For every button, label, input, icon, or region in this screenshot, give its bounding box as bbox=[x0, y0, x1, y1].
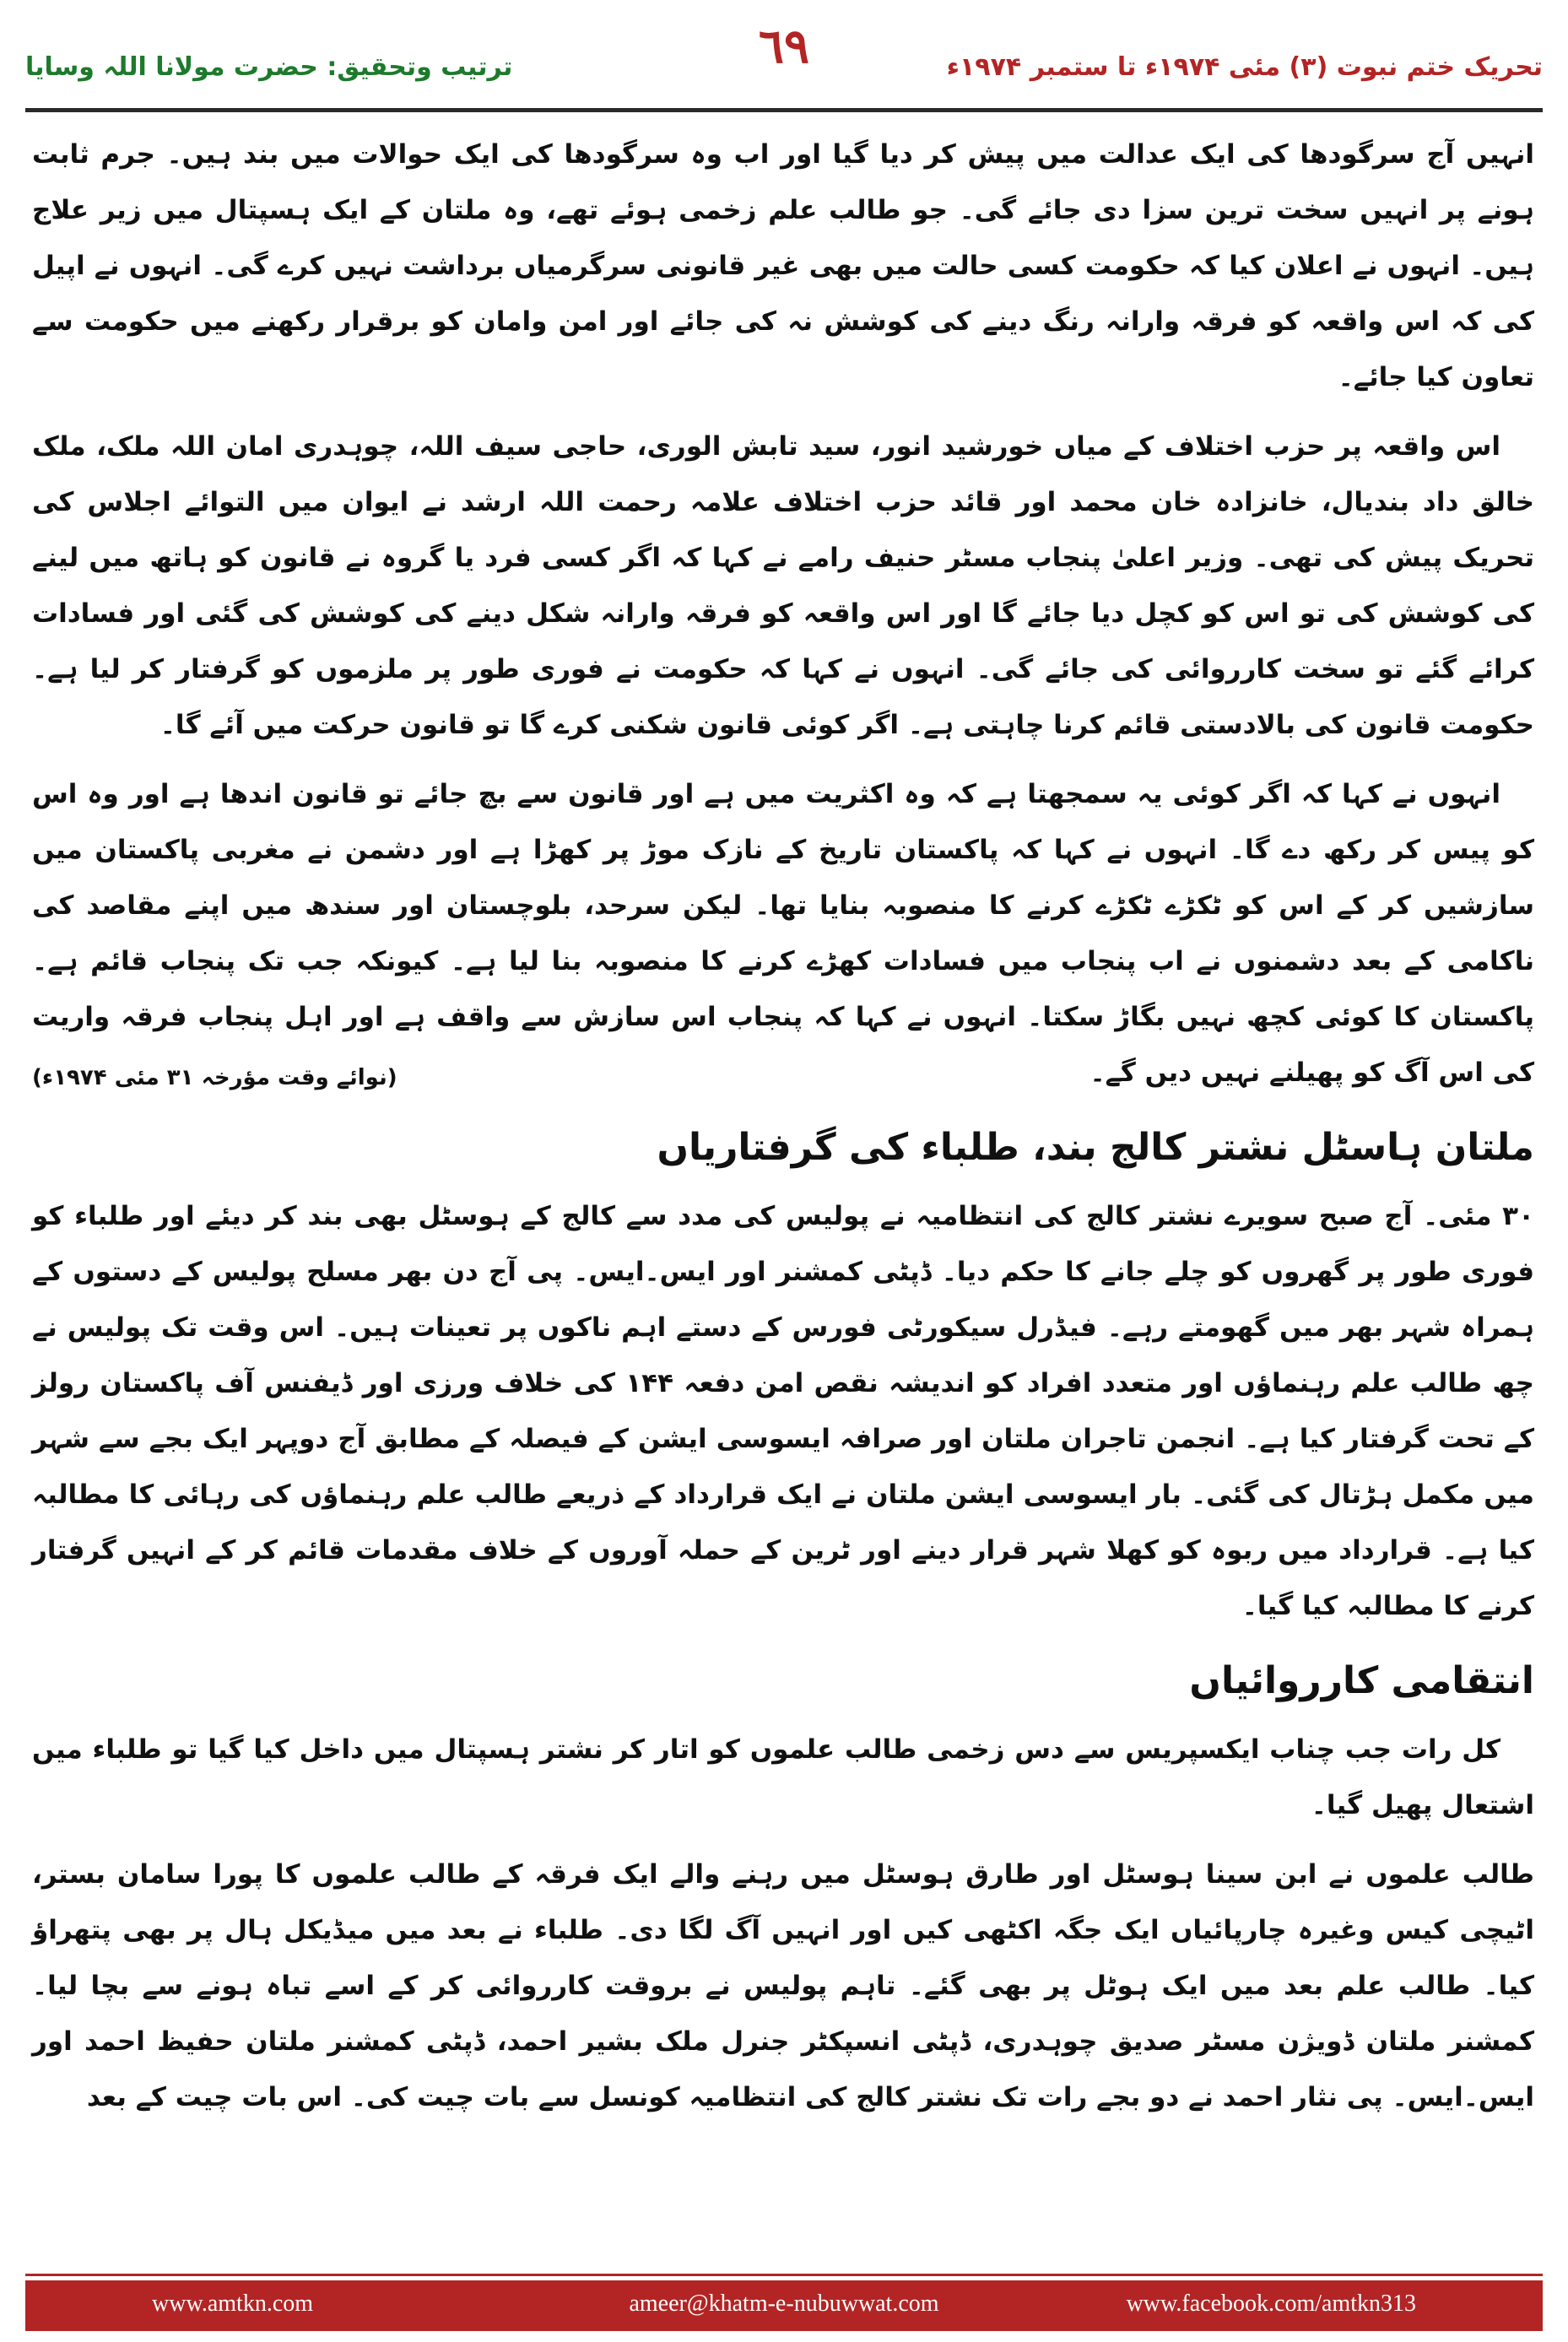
section-heading-reprisals: انتقامی کارروائیاں bbox=[1189, 1659, 1534, 1702]
footer-email-link[interactable]: ameer@khatm-e-nubuwwat.com bbox=[629, 2291, 939, 2317]
page-header bbox=[25, 15, 1543, 108]
source-citation: (نوائے وقت مؤرخہ ۳۱ مئی ۱۹۷۴ء) bbox=[32, 1065, 397, 1090]
header-compiler: ترتیب وتحقیق: حضرت مولانا اللہ وسایا bbox=[25, 52, 513, 82]
section-heading-hostel: ملتان ہاسٹل نشتر کالج بند، طلباء کی گرفتاریاں bbox=[657, 1126, 1534, 1169]
page-number: ٦٩ bbox=[758, 19, 810, 73]
paragraph: ۳۰ مئی۔ آج صبح سویرے نشتر کالج کی انتظامیہ نے پولیس کی مدد سے کالج کے ہوسٹل بھی بند کر دیئے اور طلباء کو فوری طور پر گھروں کو چلے جانے کا حکم دیا۔ ڈپٹی کمشنر اور ایس۔ایس۔ پی آج دن بھر مسلح پولیس کے دستوں کے ہمراہ شہر بھر میں گھومتے رہے۔ فیڈرل سیکورٹی فورس کے دستے اہم ناکوں پر تعینات ہیں۔ اس وقت تک پولیس نے چھ طالب علم رہنماؤں اور متعدد افراد کو اندیشہ نقص امن دفعہ ۱۴۴ کی خلاف ورزی اور ڈیفنس آف پاکستان رولز کے تحت گرفتار کیا ہے۔ انجمن تاجران ملتان اور صرافہ ایسوسی ایشن کے فیصلہ کے مطابق آج دوپہر ایک بجے سے شہر میں مکمل ہڑتال کی گئی۔ بار ایسوسی ایشن ملتان نے ایک قرارداد کے ذریعے طالب علم رہنماؤں کی رہائی کا مطالبہ کیا ہے۔ قرارداد میں ربوہ کو کھلا شہر قرار دینے اور ٹرین کے حملہ آوروں کے خلاف مقدمات قائم کر کے انہیں گرفتار کرنے کا مطالبہ کیا گیا۔ bbox=[32, 1201, 1535, 1621]
header-book-title: تحریک ختم نبوت (۳) مئی ۱۹۷۴ء تا ستمبر ۱۹۷۴ء bbox=[946, 52, 1543, 82]
page-footer bbox=[25, 2280, 1543, 2331]
header-divider bbox=[25, 108, 1543, 112]
footer-website-link[interactable]: www.amtkn.com bbox=[152, 2291, 314, 2317]
paragraph bbox=[32, 766, 1534, 1101]
page-body bbox=[32, 127, 1534, 2253]
paragraph-text: انہوں نے کہا کہ اگر کوئی یہ سمجھتا ہے کہ وہ اکثریت میں ہے اور قانون سے بچ جائے تو قانون اندھا ہے اور وہ اس کو پیس کر رکھ دے گا۔ انہوں نے کہا کہ پاکستان تاریخ کے نازک موڑ پر کھڑا ہے اور دشمن نے مغربی پاکستان میں سازشیں کر کے اس کو ٹکڑے ٹکڑے کرنے کا منصوبہ بنایا تھا۔ لیکن سرحد، بلوچستان اور سندھ میں اپنے مقاصد کی ناکامی کے بعد دشمنوں نے اب پنجاب میں فسادات کھڑے کرنے کا منصوبہ بنا لیا ہے۔ کیونکہ جب تک پنجاب قائم ہے۔ پاکستان کا کوئی کچھ نہیں بگاڑ سکتا۔ انہوں نے کہا کہ پنجاب اس سازش سے واقف ہے اور اہل پنجاب فرقہ واریت کی اس آگ کو پھیلنے نہیں دیں گے۔ bbox=[32, 779, 1534, 1088]
paragraph: اس واقعہ پر حزب اختلاف کے میاں خورشید انور، سید تابش الوری، حاجی سیف اللہ، چوہدری امان اللہ ملک، ملک خالق داد بندیال، خانزادہ خان محمد اور قائد حزب اختلاف علامہ رحمت اللہ ارشد نے ایوان میں التوائے اجلاس کی تحریک پیش کی تھی۔ وزیر اعلیٰ پنجاب مسٹر حنیف رامے نے کہا کہ اگر کسی فرد یا گروہ نے قانون کو ہاتھ میں لینے کی کوشش کی تو اس کو کچل دیا جائے گا اور اس واقعہ کو فرقہ وارانہ شکل دینے کی کوشش کی گئی اور فسادات کرائے گئے تو سخت کارروائی کی جائے گی۔ انہوں نے کہا کہ حکومت نے فوری طور پر ملزموں کو گرفتار کر لیا ہے۔ حکومت قانون کی بالادستی قائم کرنا چاہتی ہے۔ اگر کوئی قانون شکنی کرے گا تو قانون حرکت میں آئے گا۔ bbox=[32, 431, 1534, 740]
paragraph: انہیں آج سرگودھا کی ایک عدالت میں پیش کر دیا گیا اور اب وہ سرگودھا کی ایک حوالات میں بند ہیں۔ جرم ثابت ہونے پر انہیں سخت ترین سزا دی جائے گی۔ جو طالب علم زخمی ہوئے تھے، وہ ملتان کے ایک ہسپتال میں زیر علاج ہیں۔ انہوں نے اعلان کیا کہ حکومت کسی حالت میں بھی غیر قانونی سرگرمیاں برداشت نہیں کرے گی۔ انہوں نے اپیل کی کہ اس واقعہ کو فرقہ وارانہ رنگ دینے کی کوشش نہ کی جائے اور امن وامان کو برقرار رکھنے میں حکومت سے تعاون کیا جائے۔ bbox=[32, 139, 1534, 392]
footer-facebook-link[interactable]: www.facebook.com/amtkn313 bbox=[1126, 2291, 1416, 2317]
paragraph: طالب علموں نے ابن سینا ہوسٹل اور طارق ہوسٹل میں رہنے والے ایک فرقہ کے طالب علموں کا پورا سامان بستر، اٹیچی کیس وغیرہ چارپائیاں ایک جگہ اکٹھی کیں اور انہیں آگ لگا دی۔ طلباء نے بعد میں میڈیکل ہال پر بھی پتھراؤ کیا۔ طالب علم بعد میں ایک ہوٹل پر بھی گئے۔ تاہم پولیس نے بروقت کارروائی کر کے اسے تباہ ہونے سے بچا لیا۔ کمشنر ملتان ڈویژن مسٹر صدیق چوہدری، ڈپٹی انسپکٹر جنرل ملک بشیر احمد، ڈپٹی کمشنر ملتان حفیظ احمد اور ایس۔ایس۔ پی نثار احمد نے دو بجے رات تک نشتر کالج کی انتظامیہ کونسل سے بات چیت کی۔ اس بات چیت کے بعد bbox=[32, 1859, 1534, 2112]
paragraph: کل رات جب چناب ایکسپریس سے دس زخمی طالب علموں کو اتار کر نشتر ہسپتال میں داخل کیا گیا تو طلباء میں اشتعال پھیل گیا۔ bbox=[32, 1734, 1534, 1820]
footer-divider bbox=[25, 2274, 1543, 2276]
